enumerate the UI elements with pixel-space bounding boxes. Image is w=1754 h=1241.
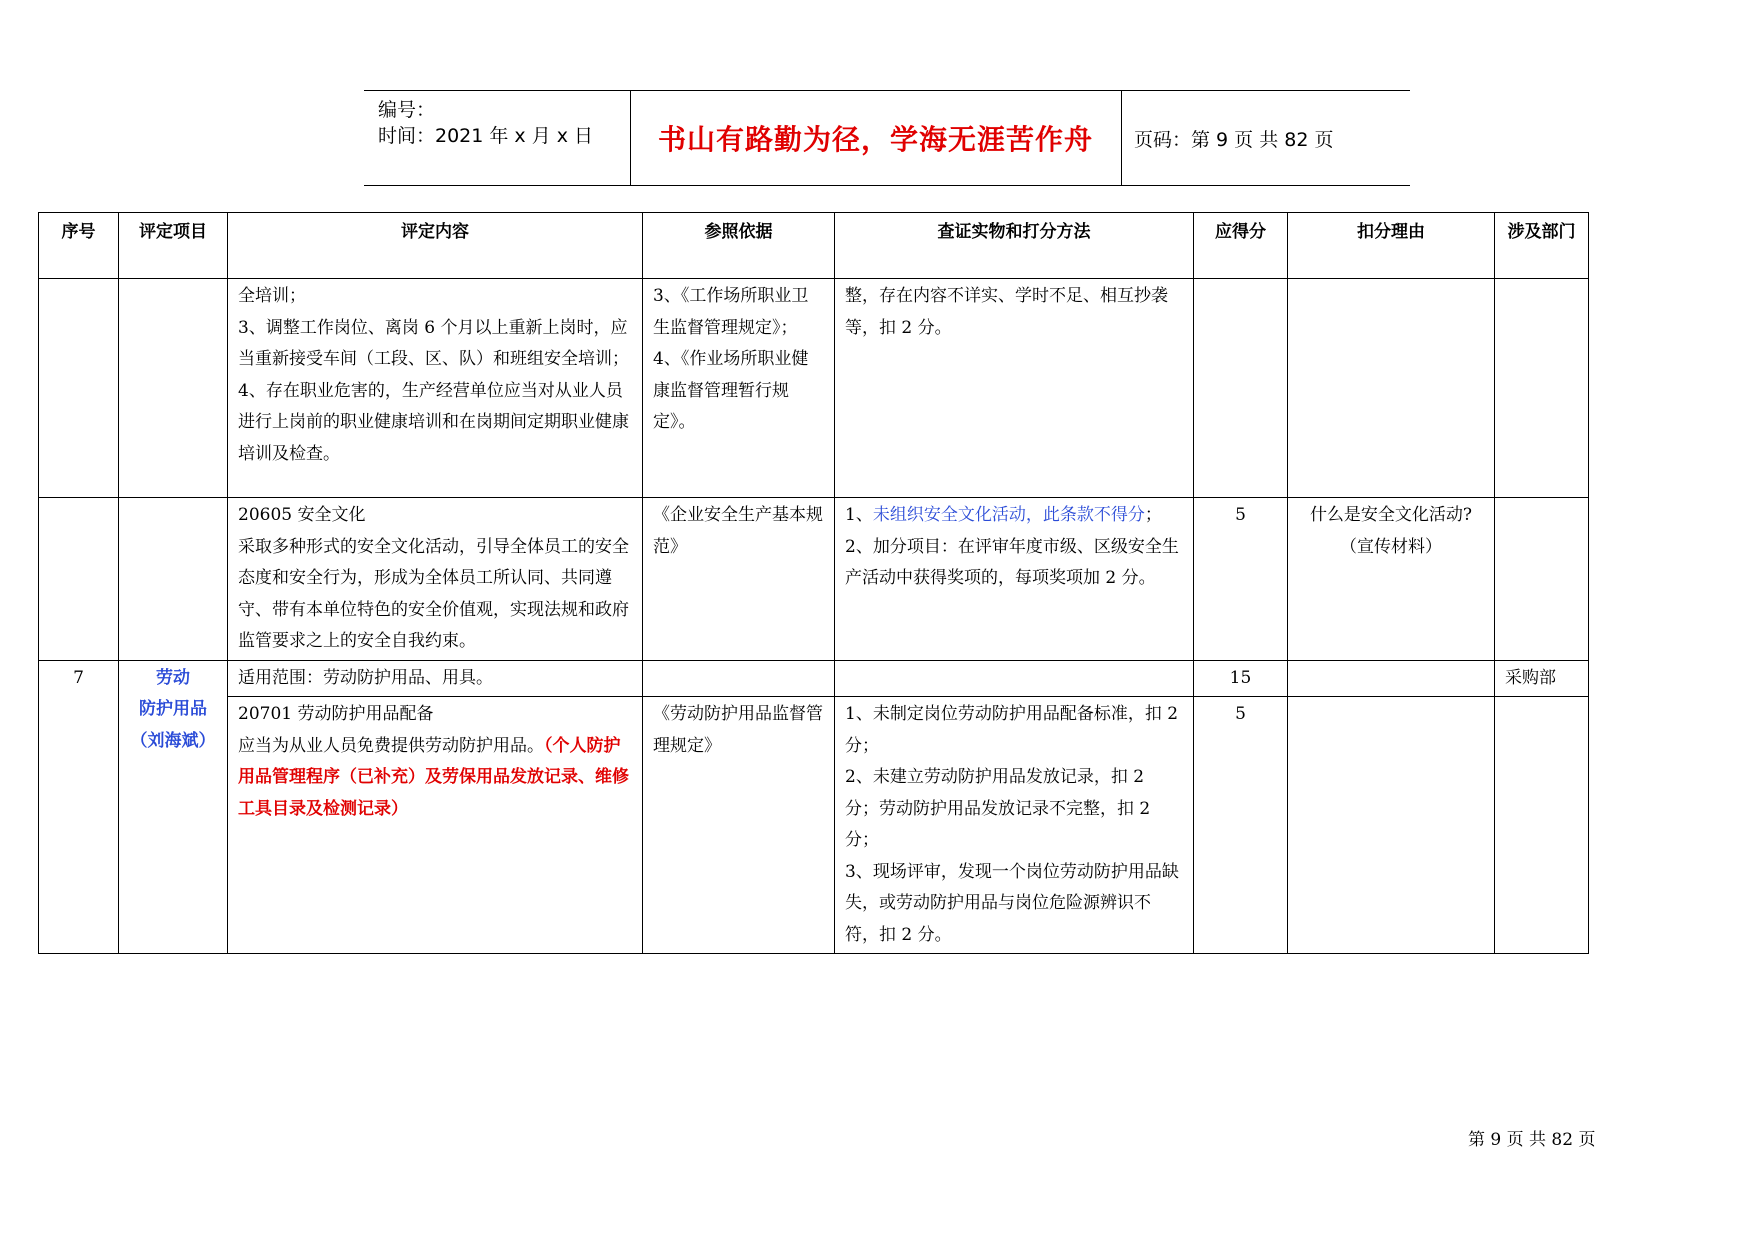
cell-score: 15 (1194, 660, 1288, 697)
cell-basis (643, 660, 835, 697)
cell-reason (1288, 697, 1495, 954)
col-header-dept: 涉及部门 (1495, 213, 1589, 279)
method-line: 2、未建立劳动防护用品发放记录，扣 2 分；劳动防护用品发放记录不完整，扣 2 分； (845, 767, 1151, 850)
cell-item (119, 279, 228, 498)
col-header-method: 查证实物和打分方法 (835, 213, 1194, 279)
cell-item (119, 660, 228, 954)
header-page-code: 页码：第 9 页 共 82 页 (1134, 128, 1334, 151)
cell-dept: 采购部 (1495, 660, 1589, 697)
basis-line: 4、《作业场所职业健康监督管理暂行规定》。 (653, 349, 809, 432)
method-highlight: 未组织安全文化活动，此条款不得分 (872, 505, 1145, 525)
cell-content (228, 697, 643, 954)
header-left-cell (364, 91, 631, 185)
cell-item (119, 498, 228, 661)
cell-dept (1495, 498, 1589, 661)
cell-method (835, 697, 1194, 954)
cell-dept (1495, 697, 1589, 954)
content-text: 采取多种形式的安全文化活动，引导全体员工的安全态度和安全行为，形成为全体员工所认同、共同遵守、带有本单位特色的安全价值观，实现法规和政府监管要求之上的安全自我约束。 (238, 536, 629, 651)
method-suffix: ； (1144, 505, 1162, 525)
table-row (39, 697, 1589, 954)
header-motto: 书山有路勤为径，学海无涯苦作舟 (630, 91, 1122, 185)
date-label: 时间：2021 年 x 月 x 日 (378, 125, 594, 147)
col-header-seq: 序号 (39, 213, 119, 279)
number-label: 编号： (378, 99, 436, 121)
col-header-score: 应得分 (1194, 213, 1288, 279)
content-plain: 应当为从业人员免费提供劳动防护用品。 (238, 735, 544, 756)
cell-score: 5 (1194, 697, 1288, 954)
cell-seq (39, 498, 119, 661)
table-header-row (39, 213, 1589, 279)
cell-score (1194, 279, 1288, 498)
cell-seq: 7 (39, 660, 119, 954)
method-line: 整，存在内容不详实、学时不足、相互抄袭等，扣 2 分。 (845, 286, 1168, 338)
item-line: 防护用品 (139, 699, 207, 719)
cell-content (228, 279, 643, 498)
content-title: 20701 劳动防护用品配备 (238, 704, 434, 724)
reason-question: 什么是安全文化活动? (1309, 505, 1473, 525)
cell-reason (1288, 279, 1495, 498)
col-header-basis: 参照依据 (643, 213, 835, 279)
cell-method (835, 498, 1194, 661)
cell-content: 适用范围：劳动防护用品、用具。 (228, 660, 643, 697)
method-line: 2、加分项目：在评审年度市级、区级安全生产活动中获得奖项的，每项奖项加 2 分。 (845, 536, 1179, 588)
table-row (39, 498, 1589, 661)
item-owner: （刘海斌） (130, 730, 216, 751)
method-line (845, 500, 1183, 532)
evaluation-table (38, 212, 1589, 954)
col-header-item: 评定项目 (119, 213, 228, 279)
method-prefix: 1、 (845, 505, 873, 525)
method-line: 1、未制定岗位劳动防护用品配备标准，扣 2 分； (845, 704, 1179, 756)
cell-content (228, 498, 643, 661)
content-line: 全培训； (238, 286, 306, 306)
page-footer: 第 9 页 共 82 页 (1468, 1130, 1596, 1150)
col-header-content: 评定内容 (228, 213, 643, 279)
cell-basis: 《企业安全生产基本规范》 (643, 498, 835, 661)
cell-dept (1495, 279, 1589, 498)
cell-basis: 《劳动防护用品监督管理规定》 (643, 697, 835, 954)
content-title: 20605 安全文化 (238, 505, 366, 525)
cell-basis (643, 279, 835, 498)
content-line: 3、调整工作岗位、离岗 6 个月以上重新上岗时，应当重新接受车间（工段、区、队）和班组安全培训； (238, 317, 629, 369)
content-red-note: （个人防护用品管理程序（已补充）及劳保用品发放记录、维修工具目录及检测记录） (238, 735, 629, 819)
table-row (39, 279, 1589, 498)
cell-seq (39, 279, 119, 498)
content-text (238, 731, 632, 826)
cell-reason (1288, 498, 1495, 661)
content-line: 4、存在职业危害的，生产经营单位应当对从业人员进行上岗前的职业健康培训和在岗期间定期职业健康培训及检查。 (238, 380, 629, 464)
table-row (39, 660, 1589, 697)
basis-line: 3、《工作场所职业卫生监督管理规定》； (653, 286, 809, 338)
cell-method (835, 279, 1194, 498)
cell-method (835, 660, 1194, 697)
reason-note: （宣传材料） (1340, 536, 1442, 557)
col-header-reason: 扣分理由 (1288, 213, 1495, 279)
method-line: 3、现场评审，发现一个岗位劳动防护用品缺失，或劳动防护用品与岗位危险源辨识不符，扣 2 分。 (845, 861, 1179, 945)
page-header (364, 90, 1410, 186)
cell-reason (1288, 660, 1495, 697)
cell-score: 5 (1194, 498, 1288, 661)
item-line: 劳动 (156, 667, 190, 688)
